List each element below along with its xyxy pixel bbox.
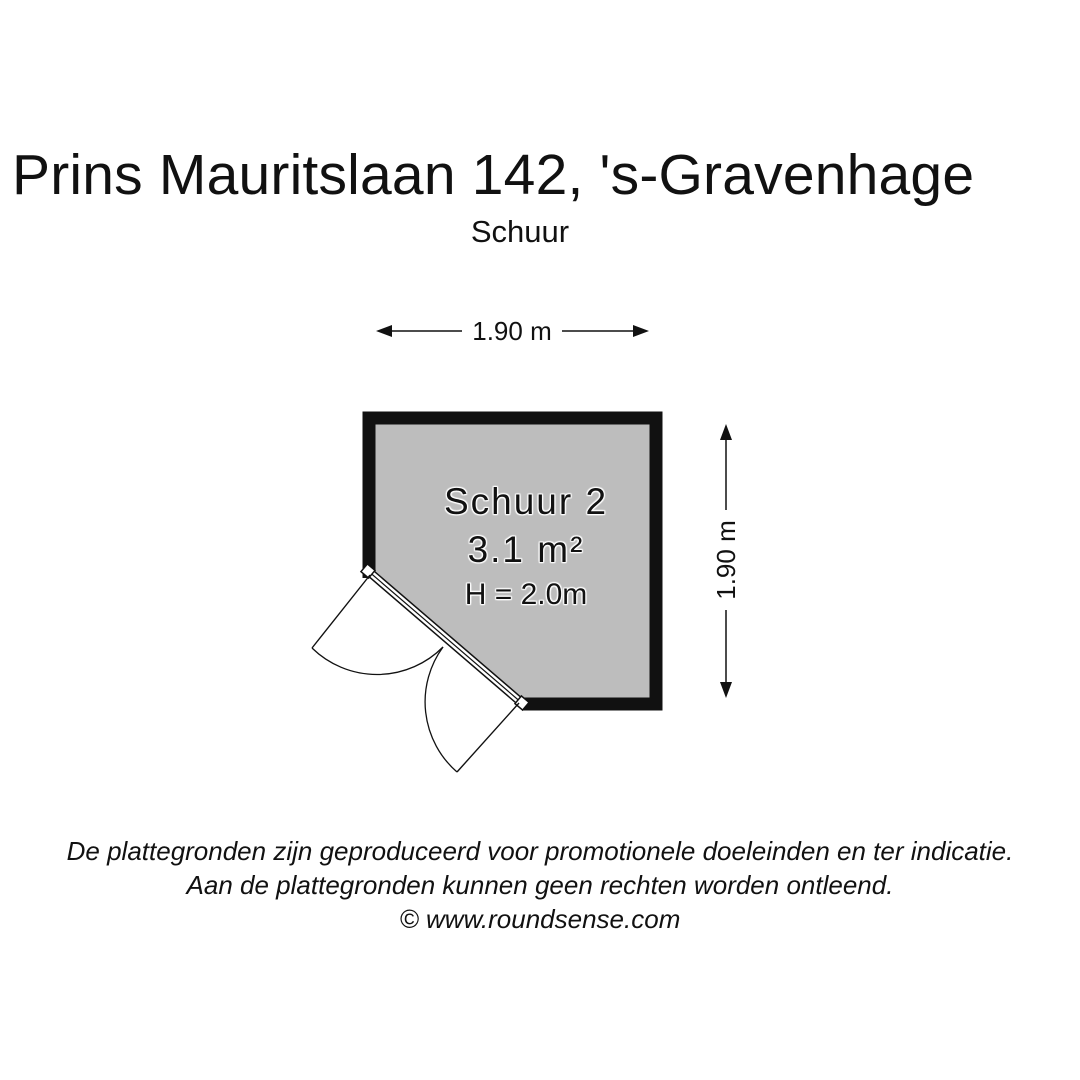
room-height-label: H = 2.0m bbox=[464, 578, 588, 611]
disclaimer-line-1: De plattegronden zijn geproduceerd voor promotionele doeleinden en ter indicatie. bbox=[66, 836, 1014, 866]
room-name-label: Schuur 2 bbox=[443, 481, 609, 522]
floor-label: Schuur bbox=[470, 214, 570, 249]
credit-link[interactable]: © www.roundsense.com bbox=[399, 904, 681, 934]
room-area-label: 3.1 m² bbox=[467, 529, 585, 570]
address-title: Prins Mauritslaan 142, 's-Gravenhage bbox=[12, 143, 975, 207]
width-dimension-label: 1.90 m bbox=[462, 314, 562, 348]
disclaimer-line-2: Aan de plattegronden kunnen geen rechten worden ontleend. bbox=[186, 870, 894, 900]
depth-dimension-label: 1.90 m bbox=[709, 510, 743, 610]
